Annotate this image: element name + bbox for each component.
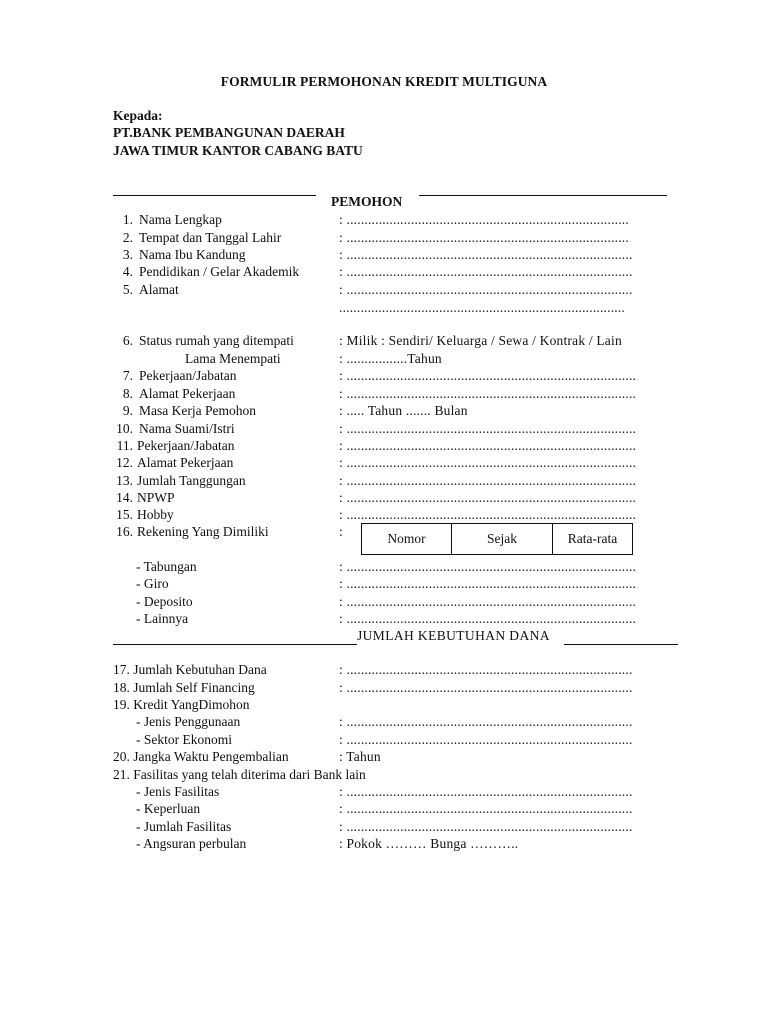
field-value[interactable]: : ............................................................................... [339,230,629,245]
field-label: - Deposito [136,594,193,609]
row-number: 8. [122,386,133,401]
field-label: - Angsuran perbulan [136,836,247,851]
recipient-label: Kepada: [113,108,163,123]
section-rule-left [113,195,316,196]
field-label: Masa Kerja Pemohon [139,403,256,418]
field-value[interactable]: : ................................................................................ [339,714,633,729]
row-number: 1. [122,212,133,227]
row-number: 3. [122,247,133,262]
row-number: 14. [116,490,133,505]
row-number: 13. [116,473,133,488]
field-label: 20. Jangka Waktu Pengembalian [113,749,289,764]
field-value[interactable]: : ................................................................................. [339,507,637,522]
row-number: 11. [116,438,133,453]
section-heading-applicant: PEMOHON [331,194,403,209]
account-col-since: Sejak [452,524,553,555]
field-label: - Giro [136,576,169,591]
field-value[interactable]: : ................................................................................ [339,247,633,262]
field-value[interactable]: : ................................................................................ [339,819,633,834]
field-value[interactable]: : ................................................................................. [339,421,637,436]
field-label: Pekerjaan/Jabatan [137,438,235,453]
row-number: 4. [122,264,133,279]
field-label: Status rumah yang ditempati [139,333,294,348]
field-value[interactable]: : ................................................................................ [339,282,633,297]
field-value[interactable]: : ................................................................................ [339,732,633,747]
field-value[interactable]: ................................................................................ [339,300,625,315]
field-label: Alamat [139,282,179,297]
field-label: Nama Ibu Kandung [139,247,246,262]
field-value[interactable]: : ................................................................................. [339,438,637,453]
field-label: Pekerjaan/Jabatan [139,368,237,383]
field-label: - Lainnya [136,611,189,626]
field-label: 17. Jumlah Kebutuhan Dana [113,662,267,677]
field-value[interactable]: : ................................................................................ [339,264,633,279]
field-value[interactable]: : [339,524,343,539]
account-col-average: Rata-rata [553,524,633,555]
field-label: - Sektor Ekonomi [136,732,232,747]
account-col-number: Nomor [362,524,452,555]
field-value[interactable]: : ................................................................................. [339,490,637,505]
field-value[interactable]: : ................................................................................ [339,784,633,799]
field-label: - Jenis Penggunaan [136,714,241,729]
field-label: Alamat Pekerjaan [137,455,234,470]
row-number: 7. [122,368,133,383]
row-number: 16. [116,524,133,539]
row-number: 15. [116,507,133,522]
field-label: Hobby [137,507,174,522]
field-label: Jumlah Tanggungan [137,473,246,488]
field-label: Pendidikan / Gelar Akademik [139,264,300,279]
field-value[interactable]: : ................................................................................ [339,662,633,677]
field-label: Lama Menempati [185,351,281,366]
section-rule-right-2 [564,644,678,645]
field-label: Nama Suami/Istri [139,421,235,436]
field-value[interactable]: : ................................................................................ [339,680,633,695]
field-label: NPWP [137,490,175,505]
field-label: - Tabungan [136,559,197,574]
field-label: - Jenis Fasilitas [136,784,220,799]
row-number: 6. [122,333,133,348]
field-value[interactable]: : ................................................................................. [339,455,637,470]
field-value[interactable]: : ............................................................................... [339,212,629,227]
field-value[interactable]: : ................................................................................ [339,801,633,816]
field-value[interactable]: : ................................................................................. [339,611,637,626]
field-value[interactable]: : ................................................................................. [339,386,637,401]
field-value[interactable]: : .................Tahun [339,351,442,366]
field-value[interactable]: : ................................................................................. [339,473,637,488]
field-label: Alamat Pekerjaan [139,386,236,401]
field-label: Nama Lengkap [139,212,222,227]
field-value[interactable]: : ................................................................................. [339,559,637,574]
row-number: 10. [116,421,133,436]
recipient-bank: PT.BANK PEMBANGUNAN DAERAH [113,125,345,140]
field-value[interactable]: : ................................................................................. [339,368,637,383]
field-label: 18. Jumlah Self Financing [113,680,255,695]
row-number: 12. [116,455,133,470]
row-number: 5. [122,282,133,297]
section-rule-right [419,195,667,196]
row-number: 9. [122,403,133,418]
field-label: Rekening Yang Dimiliki [137,524,269,539]
field-value[interactable]: : ................................................................................. [339,576,637,591]
field-value[interactable]: : ................................................................................. [339,594,637,609]
form-title: FORMULIR PERMOHONAN KREDIT MULTIGUNA [220,74,548,89]
field-label: - Keperluan [136,801,201,816]
field-value[interactable]: : Milik : Sendiri/ Keluarga / Sewa / Kontrak / Lain [339,333,622,348]
field-label: - Jumlah Fasilitas [136,819,232,834]
recipient-branch: JAWA TIMUR KANTOR CABANG BATU [113,143,363,158]
field-label: 21. Fasilitas yang telah diterima dari Bank lain [113,767,366,782]
section-heading-funding: JUMLAH KEBUTUHAN DANA [357,628,550,643]
field-value[interactable]: : Pokok ……… Bunga ……….. [339,836,519,851]
field-value[interactable]: : Tahun [339,749,381,764]
account-table [361,523,633,555]
field-label: 19. Kredit YangDimohon [113,697,250,712]
field-label: Tempat dan Tanggal Lahir [139,230,282,245]
field-value[interactable]: : ..... Tahun ....... Bulan [339,403,468,418]
row-number: 2. [122,230,133,245]
section-rule-left-2 [113,644,357,645]
